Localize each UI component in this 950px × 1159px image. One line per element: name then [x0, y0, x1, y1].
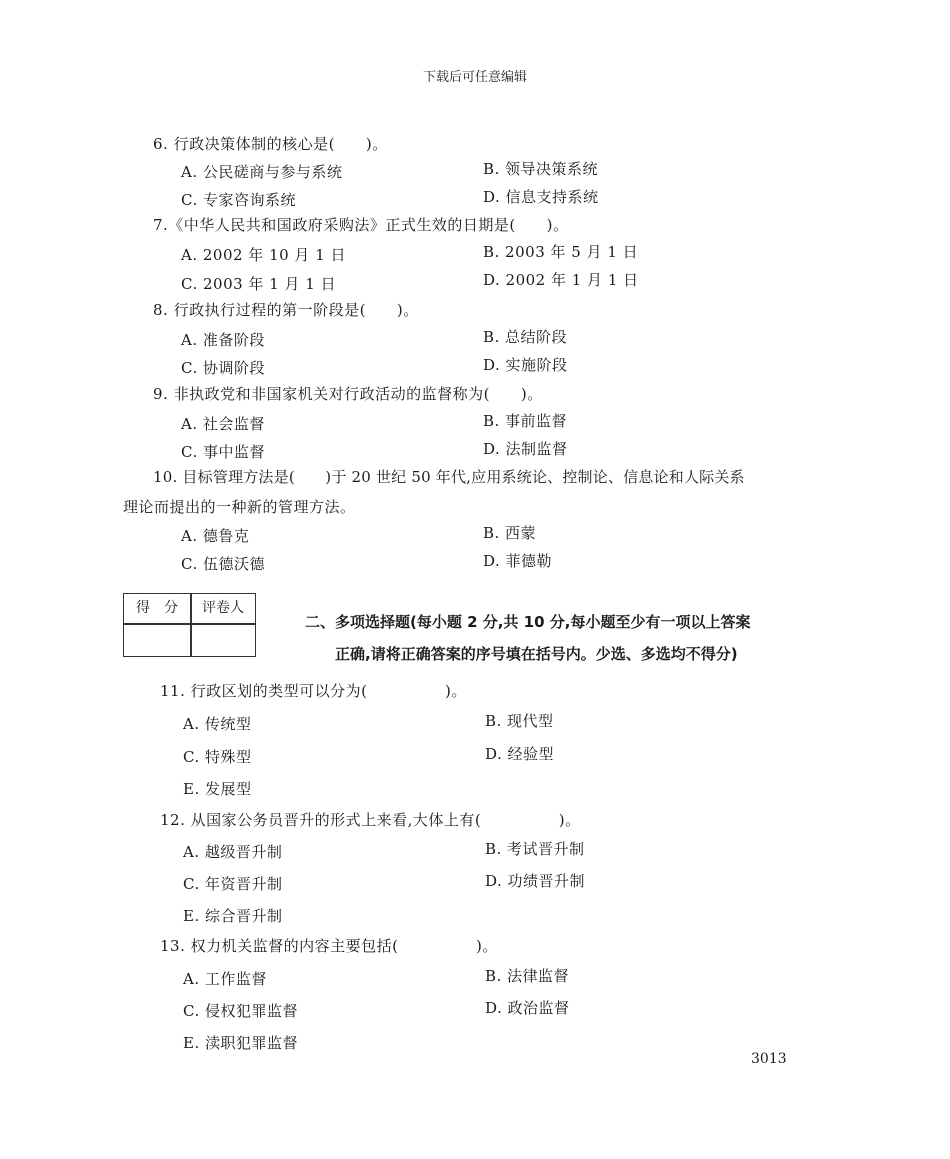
question-6-option-b: B. 领导决策系统	[483, 160, 599, 178]
question-7-option-a: A. 2002 年 10 月 1 日	[181, 246, 347, 264]
question-13-option-e: E. 渎职犯罪监督	[183, 1034, 298, 1052]
question-8-stem: 8. 行政执行过程的第一阶段是( )。	[153, 301, 419, 319]
question-11-stem: 11. 行政区划的类型可以分为( )。	[160, 682, 467, 700]
question-12-option-a: A. 越级晋升制	[183, 843, 283, 861]
question-10-option-c: C. 伍德沃德	[181, 555, 265, 573]
question-9-option-c: C. 事中监督	[181, 443, 265, 461]
question-11-option-c: C. 特殊型	[183, 748, 252, 766]
question-6-option-d: D. 信息支持系统	[483, 188, 599, 206]
page-header: 下载后可任意编辑	[422, 70, 527, 85]
question-12-option-c: C. 年资晋升制	[183, 875, 283, 893]
question-8-option-a: A. 准备阶段	[181, 331, 265, 349]
question-7-option-d: D. 2002 年 1 月 1 日	[483, 271, 639, 289]
question-13-option-b: B. 法律监督	[485, 967, 570, 985]
question-8-option-d: D. 实施阶段	[483, 356, 568, 374]
question-11-option-d: D. 经验型	[485, 745, 555, 763]
question-10-stem-line1: 10. 目标管理方法是( )于 20 世纪 50 年代,应用系统论、控制论、信息论和人际关系	[153, 468, 745, 486]
question-10-option-b: B. 西蒙	[483, 524, 537, 542]
question-10-option-d: D. 菲德勒	[483, 552, 553, 570]
question-9-stem: 9. 非执政党和非国家机关对行政活动的监督称为( )。	[153, 385, 543, 403]
question-7-stem: 7.《中华人民共和国政府采购法》正式生效的日期是( )。	[153, 216, 569, 234]
question-11-option-a: A. 传统型	[183, 715, 252, 733]
question-6-stem: 6. 行政决策体制的核心是( )。	[153, 135, 388, 153]
question-11-option-b: B. 现代型	[485, 712, 554, 730]
score-table	[123, 593, 256, 657]
question-13-option-d: D. 政治监督	[485, 999, 570, 1017]
question-9-option-b: B. 事前监督	[483, 412, 568, 430]
question-9-option-a: A. 社会监督	[181, 415, 265, 433]
grader-label: 评卷人	[202, 600, 244, 616]
section-2-title-line2: 正确,请将正确答案的序号填在括号内。少选、多选均不得分)	[335, 645, 738, 663]
question-12-stem: 12. 从国家公务员晋升的形式上来看,大体上有( )。	[160, 811, 581, 829]
question-13-option-c: C. 侵权犯罪监督	[183, 1002, 298, 1020]
question-6-option-c: C. 专家咨询系统	[181, 191, 296, 209]
question-13-stem: 13. 权力机关监督的内容主要包括( )。	[160, 937, 498, 955]
question-6-option-a: A. 公民磋商与参与系统	[181, 163, 343, 181]
question-7-option-c: C. 2003 年 1 月 1 日	[181, 275, 337, 293]
question-13-option-a: A. 工作监督	[183, 970, 267, 988]
question-8-option-b: B. 总结阶段	[483, 328, 568, 346]
question-11-option-e: E. 发展型	[183, 780, 252, 798]
section-2-title-line1: 二、多项选择题(每小题 2 分,共 10 分,每小题至少有一项以上答案	[305, 613, 751, 631]
question-10-option-a: A. 德鲁克	[181, 527, 250, 545]
question-8-option-c: C. 协调阶段	[181, 359, 265, 377]
score-blank-cell[interactable]	[124, 625, 190, 655]
question-12-option-d: D. 功绩晋升制	[485, 872, 586, 890]
question-7-option-b: B. 2003 年 5 月 1 日	[483, 243, 639, 261]
question-12-option-e: E. 综合晋升制	[183, 907, 283, 925]
grader-blank-cell[interactable]	[191, 625, 255, 655]
page-number: 3013	[751, 1051, 787, 1067]
question-12-option-b: B. 考试晋升制	[485, 840, 585, 858]
question-10-stem-line2: 理论而提出的一种新的管理方法。	[123, 498, 356, 516]
question-9-option-d: D. 法制监督	[483, 440, 568, 458]
score-label: 得 分	[136, 600, 178, 616]
